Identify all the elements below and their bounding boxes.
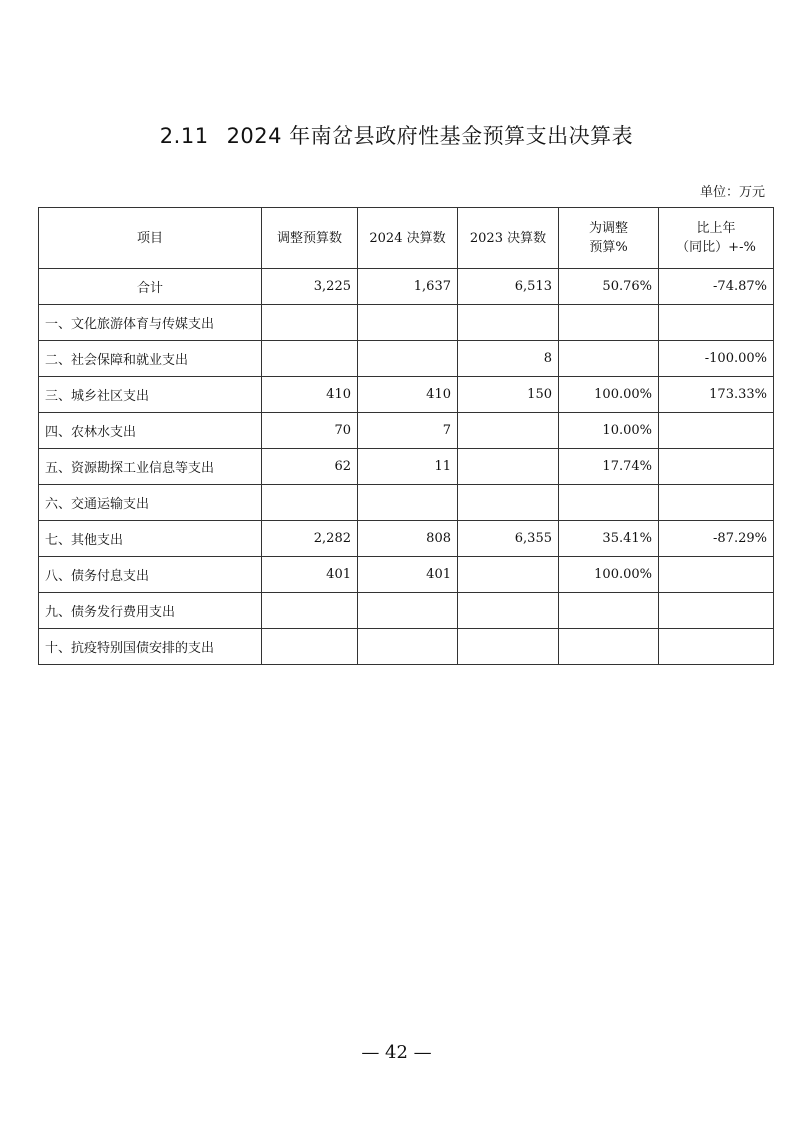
cell-pct-budget [559,485,659,521]
cell-adjusted: 3,225 [262,269,358,305]
row-name: 九、债务发行费用支出 [39,593,262,629]
cell-final-2023 [458,305,559,341]
unit-label: 单位：万元 [699,185,765,200]
table-row [39,341,774,377]
table-row [39,269,774,305]
cell-adjusted [262,341,358,377]
cell-pct-budget [559,593,659,629]
cell-adjusted: 410 [262,377,358,413]
cell-final-2024 [358,341,458,377]
cell-yoy [659,413,774,449]
cell-yoy [659,629,774,665]
row-name: 五、资源勘探工业信息等支出 [39,449,262,485]
table-row [39,557,774,593]
cell-final-2023: 150 [458,377,559,413]
table-row [39,593,774,629]
cell-adjusted: 2,282 [262,521,358,557]
row-name: 三、城乡社区支出 [39,377,262,413]
row-name: 六、交通运输支出 [39,485,262,521]
title-number: 2.11 [159,124,209,148]
cell-final-2023: 8 [458,341,559,377]
row-name: 四、农林水支出 [39,413,262,449]
cell-yoy: 173.33% [659,377,774,413]
cell-adjusted: 401 [262,557,358,593]
cell-final-2024: 410 [358,377,458,413]
cell-adjusted [262,305,358,341]
cell-adjusted: 62 [262,449,358,485]
header-item: 项目 [39,208,262,269]
cell-final-2023 [458,593,559,629]
cell-pct-budget [559,629,659,665]
table-row [39,521,774,557]
cell-final-2024 [358,629,458,665]
cell-final-2023 [458,449,559,485]
row-name: 七、其他支出 [39,521,262,557]
cell-final-2024: 808 [358,521,458,557]
cell-adjusted [262,629,358,665]
cell-pct-budget: 100.00% [559,557,659,593]
cell-pct-budget: 35.41% [559,521,659,557]
cell-pct-budget: 10.00% [559,413,659,449]
page-number: — 42 — [361,1042,432,1063]
cell-final-2024: 401 [358,557,458,593]
table-row [39,629,774,665]
table-row [39,485,774,521]
row-name: 合计 [39,269,262,305]
header-yoy: 比上年 （同比）+-% [659,208,774,269]
row-name: 二、社会保障和就业支出 [39,341,262,377]
cell-yoy [659,557,774,593]
table-row [39,413,774,449]
cell-final-2023 [458,485,559,521]
title-text: 2024 年南岔县政府性基金预算支出决算表 [226,124,634,148]
cell-final-2024: 1,637 [358,269,458,305]
cell-yoy [659,305,774,341]
row-name: 十、抗疫特别国债安排的支出 [39,629,262,665]
cell-yoy: -100.00% [659,341,774,377]
cell-final-2023 [458,629,559,665]
page-title [0,120,793,150]
cell-pct-budget: 100.00% [559,377,659,413]
cell-adjusted [262,593,358,629]
header-pct-budget: 为调整 预算% [559,208,659,269]
row-name: 一、文化旅游体育与传媒支出 [39,305,262,341]
cell-yoy [659,593,774,629]
budget-table [38,207,774,665]
cell-final-2024 [358,593,458,629]
cell-final-2023 [458,413,559,449]
cell-final-2024 [358,485,458,521]
table-row [39,305,774,341]
table-row [39,377,774,413]
cell-yoy [659,485,774,521]
cell-yoy [659,449,774,485]
cell-pct-budget [559,305,659,341]
cell-yoy: -74.87% [659,269,774,305]
table-body [39,269,774,665]
cell-adjusted [262,485,358,521]
header-final-2023: 2023 决算数 [458,208,559,269]
header-final-2024: 2024 决算数 [358,208,458,269]
row-name: 八、债务付息支出 [39,557,262,593]
header-adjusted-budget: 调整预算数 [262,208,358,269]
cell-final-2023: 6,355 [458,521,559,557]
cell-final-2024: 11 [358,449,458,485]
cell-adjusted: 70 [262,413,358,449]
cell-pct-budget: 17.74% [559,449,659,485]
cell-yoy: -87.29% [659,521,774,557]
cell-pct-budget: 50.76% [559,269,659,305]
cell-final-2023 [458,557,559,593]
table-row [39,449,774,485]
cell-final-2023: 6,513 [458,269,559,305]
cell-final-2024 [358,305,458,341]
cell-pct-budget [559,341,659,377]
table-header-row [39,208,774,269]
cell-final-2024: 7 [358,413,458,449]
